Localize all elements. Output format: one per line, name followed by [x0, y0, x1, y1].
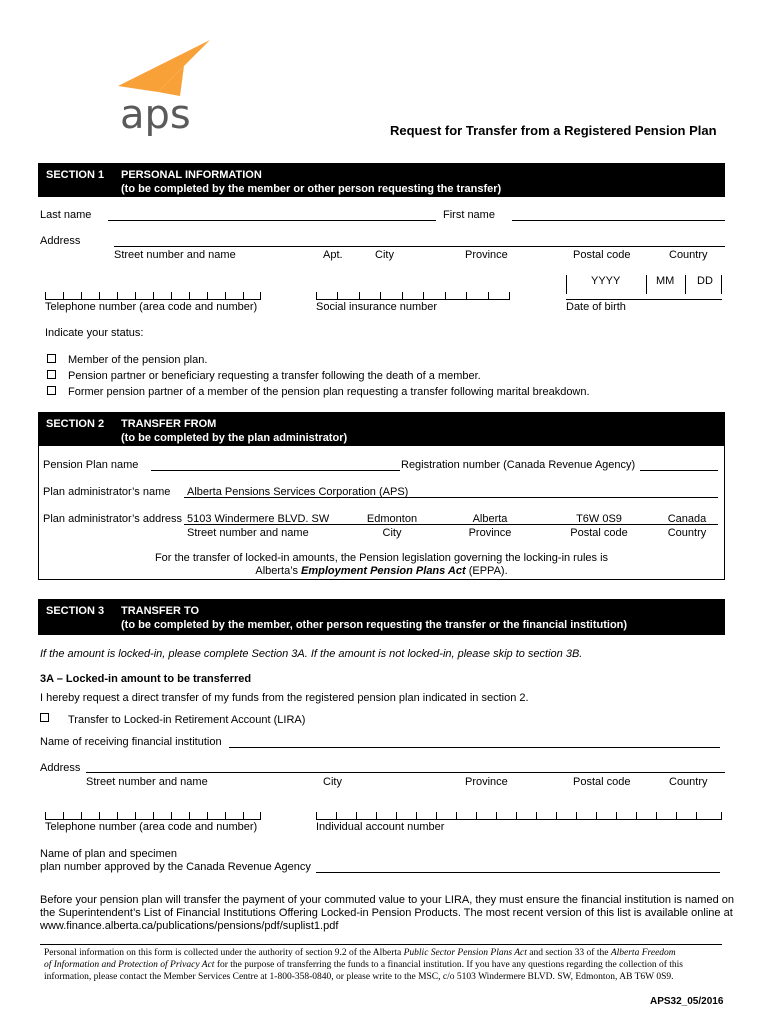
s3-address-label: Address — [40, 762, 81, 774]
s3-country-label: Country — [669, 776, 708, 788]
section3a-heading: 3A – Locked-in amount to be transferred — [40, 673, 252, 685]
status-label: Indicate your status: — [45, 327, 144, 339]
aps-logo — [110, 36, 220, 136]
street-label: Street number and name — [114, 249, 236, 261]
province-label: Province — [465, 249, 508, 261]
lira-label: Transfer to Locked-in Retirement Account (LIRA) — [68, 714, 306, 726]
section2-label: SECTION 2 — [46, 418, 105, 430]
section2-header — [38, 412, 725, 446]
status-former-partner-label: Former pension partner of a member of the pension plan requesting a transfer following marital breakdown. — [68, 386, 590, 398]
status-beneficiary-label: Pension partner or beneficiary requesting a transfer following the death of a member. — [68, 370, 481, 382]
section2-subtitle: (to be completed by the plan administrator) — [121, 432, 348, 444]
s3-telephone-label: Telephone number (area code and number) — [45, 821, 258, 833]
telephone-label: Telephone number (area code and number) — [45, 301, 258, 313]
plan-name-label: Pension Plan name — [43, 459, 139, 471]
admin-province-label: Province — [468, 527, 512, 539]
postal-code-label: Postal code — [573, 249, 631, 261]
status-member-checkbox[interactable] — [47, 354, 56, 363]
apt-label: Apt. — [323, 249, 343, 261]
plan-specimen-field[interactable] — [316, 872, 720, 873]
transfer-request-text: I hereby request a direct transfer of my funds from the registered pension plan indicated in section 2. — [40, 692, 529, 704]
account-number-label: Individual account number — [316, 821, 445, 833]
dob-label: Date of birth — [566, 301, 626, 313]
registration-field[interactable] — [640, 470, 718, 471]
s3-street-label: Street number and name — [86, 776, 208, 788]
eppa-note-line2: Alberta’s Employment Pension Plans Act (EPPA). — [255, 565, 508, 577]
admin-name-label: Plan administrator’s name — [43, 486, 171, 498]
section3-header — [38, 599, 725, 635]
account-number-digits[interactable] — [316, 807, 722, 820]
lira-paragraph-2: the Superintendent’s List of Financial Institutions Offering Locked-in Pension Products. The most recent version of this list is available online at — [40, 907, 733, 919]
dob-mm-label: MM — [656, 275, 675, 287]
admin-province-value: Alberta — [472, 513, 508, 525]
logo-mark — [118, 40, 210, 92]
section3-title: TRANSFER TO — [121, 605, 200, 617]
status-member-label: Member of the pension plan. — [68, 354, 208, 366]
first-name-field[interactable] — [512, 220, 725, 221]
admin-city-value: Edmonton — [366, 513, 418, 525]
status-former-partner-checkbox[interactable] — [47, 386, 56, 395]
first-name-label: First name — [443, 209, 495, 221]
footer-line-1: Personal information on this form is collected under the authority of section 9.2 of the Alberta Public Sector Pension Plans Act and section 33 of the Alberta Freedom — [44, 948, 676, 958]
admin-street-label: Street number and name — [187, 527, 309, 539]
fin-inst-label: Name of receiving financial institution — [40, 736, 222, 748]
form-code: APS32_05/2016 — [650, 996, 724, 1007]
registration-label: Registration number (Canada Revenue Agency) — [401, 459, 636, 471]
admin-city-label: City — [382, 527, 402, 539]
section3-intro: If the amount is locked-in, please complete Section 3A. If the amount is not locked-in, please skip to section 3B. — [40, 648, 583, 660]
admin-address-label: Plan administrator’s address — [43, 513, 182, 525]
section3-label: SECTION 3 — [46, 605, 105, 617]
s3-city-label: City — [323, 776, 342, 788]
dob-yyyy-label: YYYY — [591, 275, 621, 287]
address-field[interactable] — [114, 246, 725, 247]
section1-label: SECTION 1 — [46, 169, 105, 181]
sin-label: Social insurance number — [316, 301, 438, 313]
admin-country-label: Country — [667, 527, 707, 539]
address-label: Address — [40, 235, 81, 247]
status-beneficiary-checkbox[interactable] — [47, 370, 56, 379]
telephone-digits[interactable] — [45, 287, 261, 300]
s3-address-field[interactable] — [86, 772, 725, 773]
dob-field[interactable] — [566, 287, 722, 300]
dob-dd-label: DD — [697, 275, 713, 287]
city-label: City — [375, 249, 394, 261]
admin-address-line — [184, 524, 718, 525]
last-name-field[interactable] — [108, 220, 436, 221]
admin-street-value: 5103 Windermere BLVD. SW — [187, 513, 330, 525]
plan-specimen-label-1: Name of plan and specimen — [40, 848, 177, 860]
section1-header — [38, 163, 725, 197]
s3-postal-label: Postal code — [573, 776, 631, 788]
lira-paragraph-url[interactable]: www.finance.alberta.ca/publications/pensions/pdf/suplist1.pdf — [40, 920, 339, 932]
admin-name-value: Alberta Pensions Services Corporation (APS) — [187, 486, 409, 498]
footer-line-2: of Information and Protection of Privacy Act for the purpose of transferring the funds to a financial institution. If you have any questions regarding the collection of this — [44, 960, 683, 970]
admin-postal-label: Postal code — [570, 527, 628, 539]
admin-name-line — [184, 497, 718, 498]
admin-country-value: Canada — [667, 513, 707, 525]
last-name-label: Last name — [40, 209, 92, 221]
plan-name-field[interactable] — [151, 470, 400, 471]
footer-line-3: information, please contact the Member Services Centre at 1-800-358-0840, or please write to the MSC, c/o 5103 Windermere BLVD. SW, Edmonton, AB T6W 0S9. — [44, 972, 674, 982]
country-label: Country — [669, 249, 708, 261]
eppa-note-line1: For the transfer of locked-in amounts, the Pension legislation governing the locking-in rules is — [154, 552, 609, 564]
section2-title: TRANSFER FROM — [121, 418, 217, 430]
section1-title: PERSONAL INFORMATION — [121, 169, 262, 181]
fin-inst-field[interactable] — [229, 747, 720, 748]
logo-text: aps — [120, 92, 191, 136]
document-title: Request for Transfer from a Registered Pension Plan — [390, 123, 717, 138]
section1-subtitle: (to be completed by the member or other person requesting the transfer) — [121, 183, 502, 195]
section3-subtitle: (to be completed by the member, other person requesting the transfer or the financial institution) — [121, 619, 628, 631]
sin-digits[interactable] — [316, 287, 510, 300]
s3-province-label: Province — [465, 776, 508, 788]
s3-telephone-digits[interactable] — [45, 807, 261, 820]
admin-postal-value: T6W 0S9 — [576, 513, 622, 525]
plan-specimen-label-2: plan number approved by the Canada Revenue Agency — [40, 861, 311, 873]
lira-paragraph-1: Before your pension plan will transfer the payment of your commuted value to your LIRA, they must ensure the financial institution is named on — [40, 894, 734, 906]
footer-divider — [40, 944, 722, 945]
lira-checkbox[interactable] — [40, 713, 49, 722]
